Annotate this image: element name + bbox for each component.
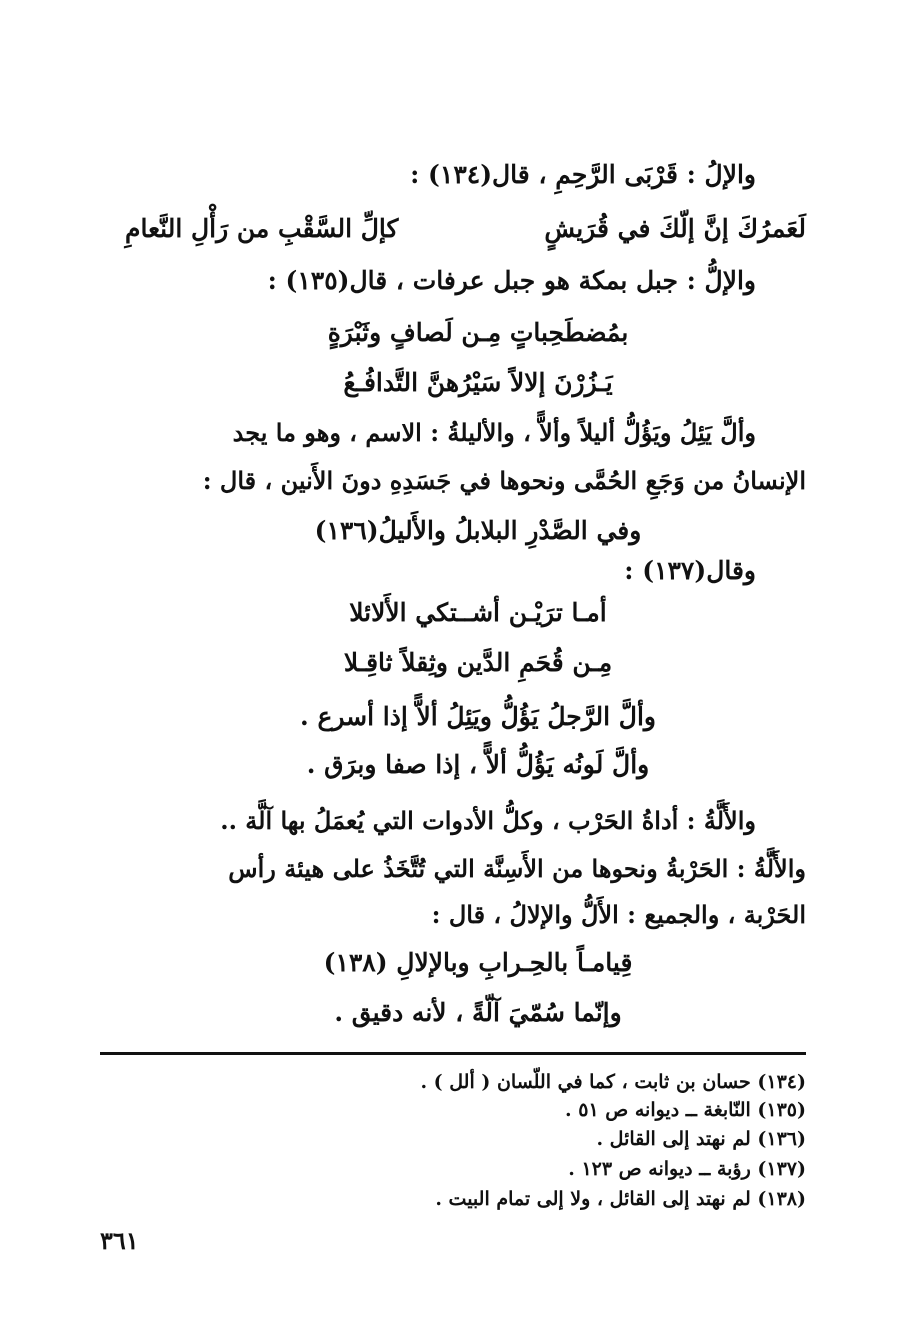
text-line: والإلُّ : جبل بمكة هو جبل عرفات ، قال(١٣٥) :: [267, 266, 756, 295]
text-line: وألَّ لَونُه يَؤُلُّ ألاًّ ، إذا صفا وبرَق .: [306, 750, 650, 779]
footnote: (١٣٦) لم نهتد إلى القائل .: [596, 1128, 806, 1150]
verse-line: أمـا ترَيْـن أشــتكي الأَلائلا: [349, 598, 607, 627]
text-line: الإنسانُ من وَجَعِ الحُمَّى ونحوها في جَسَدِهِ دونَ الأَنين ، قال :: [202, 466, 806, 495]
verse-line: وفي الصَّدْرِ البلابلُ والأَليلُ(١٣٦): [314, 516, 642, 545]
text-line: وألَّ الرَّجلُ يَؤُلُّ ويَئِلُ ألاًّ إذا أسرع .: [300, 702, 656, 731]
verse-line: مِـن قُحَمِ الدَّين وثِقلاً ثاقِـلا: [343, 648, 613, 677]
footnote: (١٣٤) حسان بن ثابت ، كما في اللّسان ( ألل ) .: [420, 1071, 806, 1093]
text-line: وألَّ يَئِلُ ويَؤُلُّ أليلاً وألاًّ ، والأليلةُ : الاسم ، وهو ما يجد: [232, 418, 756, 447]
text-line: والإلُ : قَرْبَى الرَّحِمِ ، قال(١٣٤) :: [410, 160, 756, 189]
text-line: وإنّما سُمّيَ آلّةً ، لأنه دقيق .: [334, 998, 622, 1027]
text-line: الحَرْبة ، والجميع : الأَلُّ والإلالُ ، قال :: [431, 900, 806, 929]
page-number: ٣٦١: [100, 1226, 139, 1255]
verse-hemistich-left: كإلِّ السَّقْبِ من رَأْلِ النَّعامِ: [125, 214, 399, 243]
text-line: وقال(١٣٧) :: [624, 556, 756, 585]
footnote: (١٣٥) النّابغة ــ ديوانه ص ٥١ .: [565, 1099, 806, 1121]
verse-line: بمُضطَحِباتٍ مِـن لَصافٍ وثَبْرَةٍ: [327, 318, 629, 347]
footnote: (١٣٨) لم نهتد إلى القائل ، ولا إلى تمام البيت .: [435, 1188, 806, 1210]
text-line: والأَلَّةُ : أداةُ الحَرْب ، وكلُّ الأدوات التي يُعمَلُ بها آلَّة ..: [220, 806, 756, 835]
verse-line: يَـزُرْنَ إلالاً سَيْرُهنَّ التَّدافُـعُ: [343, 368, 613, 397]
footnote: (١٣٧) رؤبة ــ ديوانه ص ١٢٣ .: [568, 1158, 806, 1180]
verse-line: قِيامـاً بالحِـرابِ وبالإلالِ (١٣٨): [323, 948, 633, 977]
verse-hemistich-right: لَعَمرُكَ إنَّ إلّكَ في قُرَيشٍ: [544, 214, 806, 243]
footnote-divider: [100, 1052, 806, 1055]
text-line: والأَلَّةُ : الحَرْبةُ ونحوها من الأَسِنَّة التي تُتَّخَذُ على هيئة رأس: [228, 854, 806, 883]
